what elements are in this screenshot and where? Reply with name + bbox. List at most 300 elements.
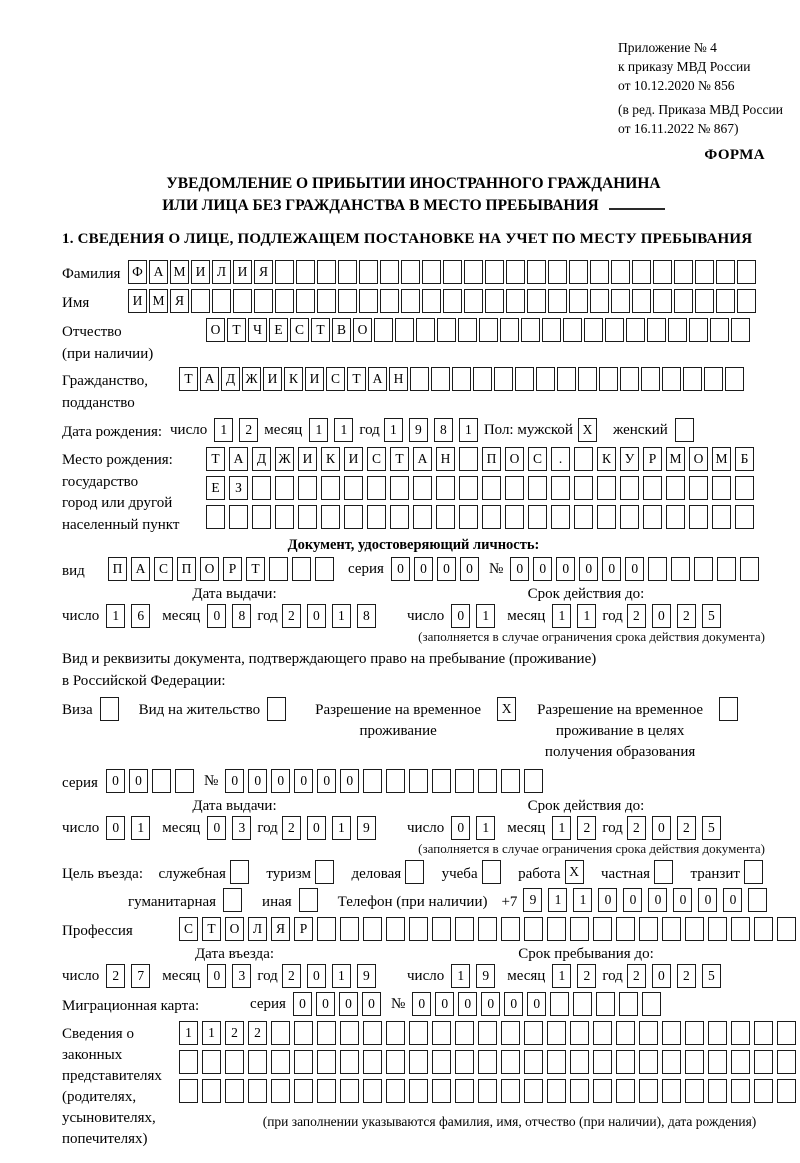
citizenship-cell[interactable]: Ж	[242, 367, 261, 391]
birth-place-cell[interactable]: З	[229, 476, 248, 500]
birth-year-cell[interactable]: 8	[434, 418, 453, 442]
profession-cell[interactable]	[409, 917, 428, 941]
birth-place-cell[interactable]	[574, 447, 593, 471]
doc-expiry-day-cell[interactable]: 1	[476, 604, 495, 628]
doc-expiry-year-cell[interactable]: 5	[702, 604, 721, 628]
surname-cell[interactable]	[296, 260, 315, 284]
doc-number-cell[interactable]: 0	[625, 557, 644, 581]
surname-cell[interactable]	[590, 260, 609, 284]
given-name-cell[interactable]: И	[128, 289, 147, 313]
other-checkbox[interactable]	[299, 888, 318, 912]
doc-expiry-month-cell[interactable]: 1	[552, 604, 571, 628]
birth-place-cell[interactable]: С	[367, 447, 386, 471]
representative-cell[interactable]	[501, 1050, 520, 1074]
birth-place-cell[interactable]: А	[229, 447, 248, 471]
patronymic-cell[interactable]	[605, 318, 624, 342]
profession-cell[interactable]	[662, 917, 681, 941]
profession-cell[interactable]: Л	[248, 917, 267, 941]
surname-cell[interactable]	[674, 260, 693, 284]
entry-year-cell[interactable]: 9	[357, 964, 376, 988]
birth-place-cell[interactable]	[252, 476, 271, 500]
doc-kind-cell[interactable]: Т	[246, 557, 265, 581]
given-name-cell[interactable]	[506, 289, 525, 313]
profession-cell[interactable]	[731, 917, 750, 941]
profession-cell[interactable]	[616, 917, 635, 941]
humanitarian-checkbox[interactable]	[223, 888, 242, 912]
stay-year-cell[interactable]: 2	[627, 964, 646, 988]
representative-cell[interactable]	[685, 1021, 704, 1045]
profession-cell[interactable]	[685, 917, 704, 941]
birth-place-cell[interactable]	[528, 476, 547, 500]
representative-cell[interactable]	[777, 1050, 796, 1074]
residence-issue-year-cell[interactable]: 1	[332, 816, 351, 840]
birth-place-cell[interactable]: О	[689, 447, 708, 471]
study-checkbox[interactable]	[482, 860, 501, 884]
residence-issue-year-cell[interactable]: 9	[357, 816, 376, 840]
representative-cell[interactable]	[777, 1021, 796, 1045]
citizenship-cell[interactable]: С	[326, 367, 345, 391]
patronymic-cell[interactable]	[416, 318, 435, 342]
residence-permit-checkbox[interactable]	[267, 697, 286, 721]
representative-cell[interactable]	[294, 1050, 313, 1074]
representative-cell[interactable]	[501, 1079, 520, 1103]
representative-cell[interactable]	[639, 1050, 658, 1074]
representative-cell[interactable]	[455, 1050, 474, 1074]
female-checkbox[interactable]	[675, 418, 694, 442]
citizenship-cell[interactable]: А	[368, 367, 387, 391]
profession-cell[interactable]: О	[225, 917, 244, 941]
representative-cell[interactable]	[317, 1021, 336, 1045]
patronymic-cell[interactable]	[626, 318, 645, 342]
doc-kind-cell[interactable]	[315, 557, 334, 581]
birth-place-cell[interactable]	[712, 505, 731, 529]
birth-place-cell[interactable]	[620, 505, 639, 529]
representative-cell[interactable]	[524, 1050, 543, 1074]
migration-number-cell[interactable]	[596, 992, 615, 1016]
doc-series-cell[interactable]: 0	[460, 557, 479, 581]
residence-number-cell[interactable]: 0	[248, 769, 267, 793]
birth-place-cell[interactable]	[620, 476, 639, 500]
residence-expiry-year-cell[interactable]: 2	[627, 816, 646, 840]
citizenship-cell[interactable]	[683, 367, 702, 391]
doc-issue-year-cell[interactable]: 8	[357, 604, 376, 628]
entry-year-cell[interactable]: 1	[332, 964, 351, 988]
profession-cell[interactable]: Р	[294, 917, 313, 941]
surname-cell[interactable]	[611, 260, 630, 284]
citizenship-cell[interactable]	[452, 367, 471, 391]
doc-issue-year-cell[interactable]: 2	[282, 604, 301, 628]
surname-cell[interactable]: А	[149, 260, 168, 284]
stay-day-cell[interactable]: 1	[451, 964, 470, 988]
doc-kind-cell[interactable]: П	[177, 557, 196, 581]
representative-cell[interactable]	[731, 1079, 750, 1103]
representative-cell[interactable]	[202, 1079, 221, 1103]
entry-year-cell[interactable]: 0	[307, 964, 326, 988]
birth-place-cell[interactable]	[275, 476, 294, 500]
birth-place-cell[interactable]: К	[597, 447, 616, 471]
representative-cell[interactable]	[731, 1050, 750, 1074]
doc-issue-day-cell[interactable]: 6	[131, 604, 150, 628]
given-name-cell[interactable]	[422, 289, 441, 313]
migration-number-cell[interactable]: 0	[504, 992, 523, 1016]
given-name-cell[interactable]	[569, 289, 588, 313]
citizenship-cell[interactable]	[641, 367, 660, 391]
surname-cell[interactable]: И	[191, 260, 210, 284]
doc-series-cell[interactable]: 0	[437, 557, 456, 581]
birth-place-cell[interactable]: Н	[436, 447, 455, 471]
doc-number-cell[interactable]: 0	[602, 557, 621, 581]
birth-place-cell[interactable]	[505, 505, 524, 529]
doc-number-cell[interactable]	[717, 557, 736, 581]
entry-day-cell[interactable]: 2	[106, 964, 125, 988]
given-name-cell[interactable]: М	[149, 289, 168, 313]
phone-digit-cell[interactable]: 1	[573, 888, 592, 912]
patronymic-cell[interactable]: С	[290, 318, 309, 342]
transit-checkbox[interactable]	[744, 860, 763, 884]
birth-place-cell[interactable]: О	[505, 447, 524, 471]
residence-series-cell[interactable]	[175, 769, 194, 793]
representative-cell[interactable]	[593, 1021, 612, 1045]
birth-place-cell[interactable]	[482, 505, 501, 529]
phone-digit-cell[interactable]: 0	[623, 888, 642, 912]
residence-issue-year-cell[interactable]: 0	[307, 816, 326, 840]
representative-cell[interactable]: 2	[248, 1021, 267, 1045]
doc-issue-year-cell[interactable]: 1	[332, 604, 351, 628]
stay-year-cell[interactable]: 5	[702, 964, 721, 988]
migration-number-cell[interactable]: 0	[458, 992, 477, 1016]
surname-cell[interactable]	[695, 260, 714, 284]
given-name-cell[interactable]: Я	[170, 289, 189, 313]
surname-cell[interactable]	[548, 260, 567, 284]
birth-place-cell[interactable]	[436, 476, 455, 500]
representative-cell[interactable]	[639, 1079, 658, 1103]
representative-cell[interactable]	[547, 1050, 566, 1074]
citizenship-cell[interactable]	[536, 367, 555, 391]
birth-place-cell[interactable]	[482, 476, 501, 500]
phone-digit-cell[interactable]: 9	[523, 888, 542, 912]
stay-year-cell[interactable]: 0	[652, 964, 671, 988]
profession-cell[interactable]	[777, 917, 796, 941]
phone-digit-cell[interactable]: 1	[548, 888, 567, 912]
representative-cell[interactable]	[294, 1079, 313, 1103]
birth-year-cell[interactable]: 1	[459, 418, 478, 442]
doc-number-cell[interactable]	[740, 557, 759, 581]
surname-cell[interactable]	[506, 260, 525, 284]
representative-cell[interactable]	[478, 1079, 497, 1103]
surname-cell[interactable]	[359, 260, 378, 284]
patronymic-cell[interactable]	[584, 318, 603, 342]
profession-cell[interactable]	[432, 917, 451, 941]
surname-cell[interactable]	[464, 260, 483, 284]
birth-place-cell[interactable]: А	[413, 447, 432, 471]
birth-place-cell[interactable]	[735, 476, 754, 500]
given-name-cell[interactable]	[527, 289, 546, 313]
given-name-cell[interactable]	[380, 289, 399, 313]
surname-cell[interactable]	[716, 260, 735, 284]
profession-cell[interactable]	[570, 917, 589, 941]
representative-cell[interactable]	[570, 1050, 589, 1074]
residence-number-cell[interactable]	[363, 769, 382, 793]
representative-cell[interactable]	[547, 1079, 566, 1103]
birth-place-cell[interactable]	[367, 476, 386, 500]
residence-number-cell[interactable]	[478, 769, 497, 793]
citizenship-cell[interactable]: Т	[179, 367, 198, 391]
doc-issue-year-cell[interactable]: 0	[307, 604, 326, 628]
phone-digit-cell[interactable]: 0	[723, 888, 742, 912]
representative-cell[interactable]	[639, 1021, 658, 1045]
representative-cell[interactable]	[432, 1079, 451, 1103]
birth-day-cell[interactable]: 1	[214, 418, 233, 442]
profession-cell[interactable]	[478, 917, 497, 941]
residence-number-cell[interactable]	[409, 769, 428, 793]
entry-day-cell[interactable]: 7	[131, 964, 150, 988]
work-checkbox[interactable]: X	[565, 860, 584, 884]
patronymic-cell[interactable]	[458, 318, 477, 342]
birth-year-cell[interactable]: 1	[384, 418, 403, 442]
birth-place-cell[interactable]	[551, 505, 570, 529]
birth-place-cell[interactable]	[413, 476, 432, 500]
stay-month-cell[interactable]: 2	[577, 964, 596, 988]
doc-kind-cell[interactable]: О	[200, 557, 219, 581]
residence-number-cell[interactable]	[524, 769, 543, 793]
residence-series-cell[interactable]: 0	[129, 769, 148, 793]
citizenship-cell[interactable]: А	[200, 367, 219, 391]
given-name-cell[interactable]	[674, 289, 693, 313]
birth-place-cell[interactable]	[459, 476, 478, 500]
birth-place-cell[interactable]: Е	[206, 476, 225, 500]
citizenship-cell[interactable]	[620, 367, 639, 391]
doc-series-cell[interactable]: 0	[391, 557, 410, 581]
commercial-checkbox[interactable]	[405, 860, 424, 884]
doc-issue-day-cell[interactable]: 1	[106, 604, 125, 628]
representative-cell[interactable]	[248, 1050, 267, 1074]
migration-number-cell[interactable]: 0	[435, 992, 454, 1016]
representative-cell[interactable]	[616, 1021, 635, 1045]
birth-place-cell[interactable]	[505, 476, 524, 500]
surname-cell[interactable]	[401, 260, 420, 284]
profession-cell[interactable]	[386, 917, 405, 941]
birth-place-cell[interactable]	[551, 476, 570, 500]
given-name-cell[interactable]	[548, 289, 567, 313]
birth-place-cell[interactable]	[574, 476, 593, 500]
given-name-cell[interactable]	[317, 289, 336, 313]
visa-checkbox[interactable]	[100, 697, 119, 721]
citizenship-cell[interactable]	[431, 367, 450, 391]
entry-year-cell[interactable]: 2	[282, 964, 301, 988]
given-name-cell[interactable]	[611, 289, 630, 313]
given-name-cell[interactable]	[275, 289, 294, 313]
birth-place-cell[interactable]	[459, 447, 478, 471]
representative-cell[interactable]	[363, 1079, 382, 1103]
representative-cell[interactable]: 1	[202, 1021, 221, 1045]
birth-place-cell[interactable]	[413, 505, 432, 529]
representative-cell[interactable]	[478, 1050, 497, 1074]
patronymic-cell[interactable]	[395, 318, 414, 342]
citizenship-cell[interactable]	[515, 367, 534, 391]
given-name-cell[interactable]	[254, 289, 273, 313]
patronymic-cell[interactable]	[689, 318, 708, 342]
private-checkbox[interactable]	[654, 860, 673, 884]
representative-cell[interactable]	[340, 1050, 359, 1074]
doc-number-cell[interactable]: 0	[533, 557, 552, 581]
representative-cell[interactable]	[363, 1021, 382, 1045]
representative-cell[interactable]	[271, 1021, 290, 1045]
profession-cell[interactable]: Т	[202, 917, 221, 941]
birth-place-cell[interactable]: Б	[735, 447, 754, 471]
surname-cell[interactable]	[338, 260, 357, 284]
birth-place-cell[interactable]	[390, 505, 409, 529]
doc-expiry-year-cell[interactable]: 2	[627, 604, 646, 628]
representative-cell[interactable]	[202, 1050, 221, 1074]
doc-kind-cell[interactable]: Р	[223, 557, 242, 581]
residence-number-cell[interactable]: 0	[225, 769, 244, 793]
residence-number-cell[interactable]	[501, 769, 520, 793]
surname-cell[interactable]	[527, 260, 546, 284]
phone-digit-cell[interactable]: 0	[648, 888, 667, 912]
representative-cell[interactable]	[455, 1079, 474, 1103]
representative-cell[interactable]	[593, 1079, 612, 1103]
surname-cell[interactable]	[485, 260, 504, 284]
birth-day-cell[interactable]: 2	[239, 418, 258, 442]
representative-cell[interactable]	[271, 1050, 290, 1074]
birth-place-cell[interactable]: .	[551, 447, 570, 471]
migration-series-cell[interactable]: 0	[339, 992, 358, 1016]
residence-number-cell[interactable]: 0	[271, 769, 290, 793]
residence-number-cell[interactable]: 0	[294, 769, 313, 793]
citizenship-cell[interactable]: И	[263, 367, 282, 391]
doc-number-cell[interactable]: 0	[579, 557, 598, 581]
representative-cell[interactable]	[570, 1079, 589, 1103]
migration-number-cell[interactable]	[642, 992, 661, 1016]
birth-place-cell[interactable]	[390, 476, 409, 500]
birth-place-cell[interactable]	[666, 505, 685, 529]
citizenship-cell[interactable]: Т	[347, 367, 366, 391]
birth-year-cell[interactable]: 9	[409, 418, 428, 442]
temp-residence-checkbox[interactable]: X	[497, 697, 516, 721]
doc-expiry-day-cell[interactable]: 0	[451, 604, 470, 628]
entry-month-cell[interactable]: 3	[232, 964, 251, 988]
representative-cell[interactable]	[363, 1050, 382, 1074]
representative-cell[interactable]	[179, 1079, 198, 1103]
surname-cell[interactable]	[632, 260, 651, 284]
doc-expiry-month-cell[interactable]: 1	[577, 604, 596, 628]
representative-cell[interactable]	[386, 1050, 405, 1074]
patronymic-cell[interactable]	[521, 318, 540, 342]
profession-cell[interactable]	[340, 917, 359, 941]
representative-cell[interactable]	[685, 1079, 704, 1103]
residence-number-cell[interactable]: 0	[317, 769, 336, 793]
surname-cell[interactable]: И	[233, 260, 252, 284]
stay-day-cell[interactable]: 9	[476, 964, 495, 988]
representative-cell[interactable]	[662, 1050, 681, 1074]
given-name-cell[interactable]	[338, 289, 357, 313]
surname-cell[interactable]	[737, 260, 756, 284]
residence-expiry-year-cell[interactable]: 0	[652, 816, 671, 840]
doc-number-cell[interactable]: 0	[556, 557, 575, 581]
given-name-cell[interactable]	[359, 289, 378, 313]
representative-cell[interactable]	[731, 1021, 750, 1045]
birth-place-cell[interactable]	[367, 505, 386, 529]
profession-cell[interactable]: Я	[271, 917, 290, 941]
birth-place-cell[interactable]	[459, 505, 478, 529]
birth-place-cell[interactable]	[574, 505, 593, 529]
doc-number-cell[interactable]	[671, 557, 690, 581]
birth-place-cell[interactable]	[321, 505, 340, 529]
migration-series-cell[interactable]: 0	[293, 992, 312, 1016]
citizenship-cell[interactable]	[410, 367, 429, 391]
stay-year-cell[interactable]: 2	[677, 964, 696, 988]
doc-series-cell[interactable]: 0	[414, 557, 433, 581]
citizenship-cell[interactable]: Д	[221, 367, 240, 391]
migration-number-cell[interactable]: 0	[527, 992, 546, 1016]
representative-cell[interactable]	[685, 1050, 704, 1074]
given-name-cell[interactable]	[212, 289, 231, 313]
doc-expiry-year-cell[interactable]: 2	[677, 604, 696, 628]
representative-cell[interactable]	[777, 1079, 796, 1103]
business-checkbox[interactable]	[230, 860, 249, 884]
residence-expiry-month-cell[interactable]: 2	[577, 816, 596, 840]
residence-issue-month-cell[interactable]: 3	[232, 816, 251, 840]
representative-cell[interactable]	[708, 1021, 727, 1045]
birth-place-cell[interactable]: Д	[252, 447, 271, 471]
representative-cell[interactable]	[225, 1079, 244, 1103]
profession-cell[interactable]: С	[179, 917, 198, 941]
given-name-cell[interactable]	[590, 289, 609, 313]
migration-number-cell[interactable]	[550, 992, 569, 1016]
profession-cell[interactable]	[593, 917, 612, 941]
birth-month-cell[interactable]: 1	[334, 418, 353, 442]
representative-cell[interactable]	[271, 1079, 290, 1103]
doc-kind-cell[interactable]	[269, 557, 288, 581]
birth-place-cell[interactable]	[436, 505, 455, 529]
birth-place-cell[interactable]: Ж	[275, 447, 294, 471]
citizenship-cell[interactable]: Н	[389, 367, 408, 391]
representative-cell[interactable]	[547, 1021, 566, 1045]
patronymic-cell[interactable]	[479, 318, 498, 342]
residence-expiry-day-cell[interactable]: 0	[451, 816, 470, 840]
birth-place-cell[interactable]	[666, 476, 685, 500]
patronymic-cell[interactable]: Т	[227, 318, 246, 342]
representative-cell[interactable]	[432, 1021, 451, 1045]
representative-cell[interactable]	[708, 1079, 727, 1103]
patronymic-cell[interactable]	[647, 318, 666, 342]
representative-cell[interactable]	[616, 1050, 635, 1074]
citizenship-cell[interactable]	[578, 367, 597, 391]
representative-cell[interactable]	[248, 1079, 267, 1103]
residence-number-cell[interactable]	[386, 769, 405, 793]
representative-cell[interactable]	[754, 1050, 773, 1074]
given-name-cell[interactable]	[296, 289, 315, 313]
doc-kind-cell[interactable]	[292, 557, 311, 581]
patronymic-cell[interactable]: Е	[269, 318, 288, 342]
patronymic-cell[interactable]: О	[353, 318, 372, 342]
given-name-cell[interactable]	[716, 289, 735, 313]
birth-place-cell[interactable]	[321, 476, 340, 500]
doc-kind-cell[interactable]: А	[131, 557, 150, 581]
doc-kind-cell[interactable]: С	[154, 557, 173, 581]
profession-cell[interactable]	[547, 917, 566, 941]
profession-cell[interactable]	[639, 917, 658, 941]
citizenship-cell[interactable]	[557, 367, 576, 391]
birth-place-cell[interactable]	[689, 476, 708, 500]
phone-digit-cell[interactable]: 0	[673, 888, 692, 912]
citizenship-cell[interactable]	[473, 367, 492, 391]
residence-expiry-year-cell[interactable]: 5	[702, 816, 721, 840]
patronymic-cell[interactable]: В	[332, 318, 351, 342]
birth-place-cell[interactable]	[712, 476, 731, 500]
temp-residence-education-checkbox[interactable]	[719, 697, 738, 721]
given-name-cell[interactable]	[632, 289, 651, 313]
